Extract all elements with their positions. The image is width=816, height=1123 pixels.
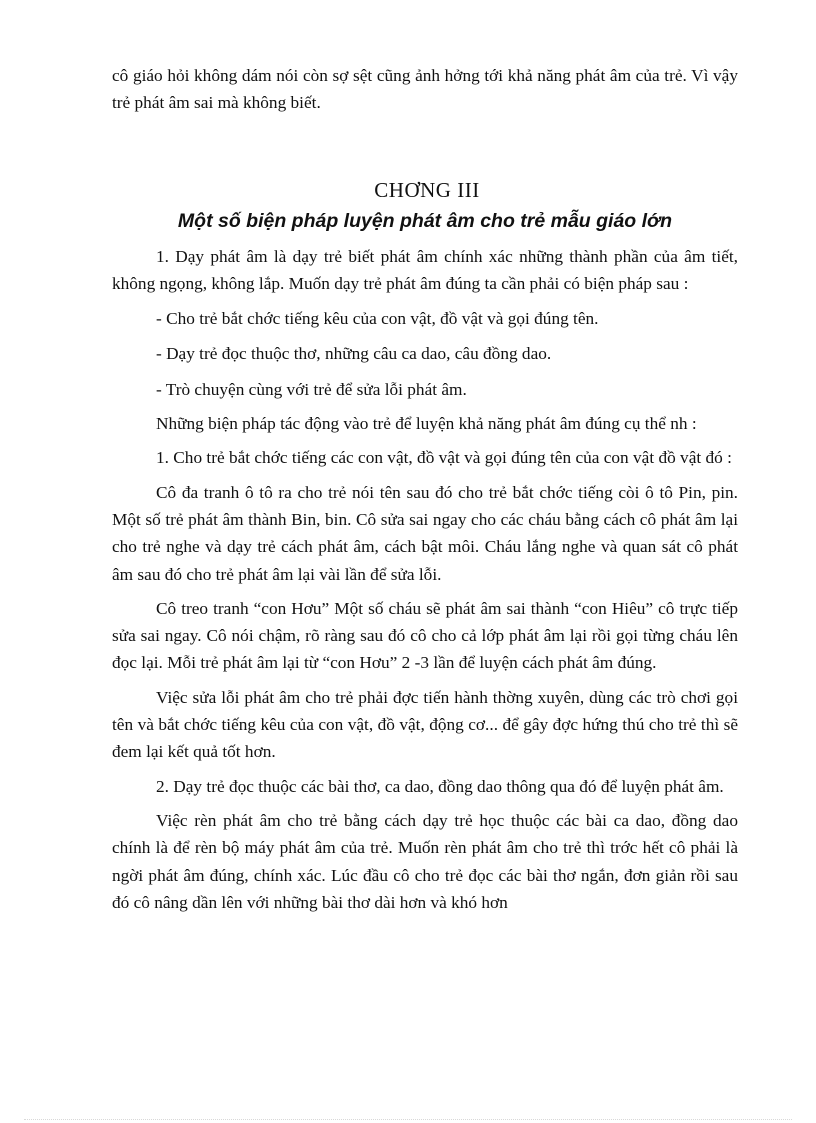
list-item: - Trò chuyện cùng với trẻ để sửa lỗi phát âm. — [156, 379, 467, 399]
paragraph-regular-practice: Việc sửa lỗi phát âm cho trẻ phải đợc tiến hành thờng xuyên, dùng các trò chơi gọi tên và bắt chớc tiếng kêu của con vật, đồ vật, động cơ... để gây đợc hứng thú cho trẻ thì sẽ đem lại kết quả tốt hơn. — [112, 687, 738, 762]
paragraph-imitation-heading: 1. Cho trẻ bắt chớc tiếng các con vật, đồ vật và gọi đúng tên của con vật đồ vật đó : — [156, 448, 732, 468]
paragraph-car-example: Cô đa tranh ô tô ra cho trẻ nói tên sau đó cho trẻ bắt chớc tiếng còi ô tô Pin, pin. Một số trẻ phát âm thành Bin, bin. Cô sửa sai ngay cho các cháu bằng cách cô phát âm lại cho trẻ nghe và dạy trẻ cách phát âm, cách bật môi. Cháu lắng nghe và quan sát cô phát âm sau đó cho trẻ phát âm lại vài lần để sửa lỗi. — [112, 482, 738, 584]
paragraph-measures: Những biện pháp tác động vào trẻ để luyện khả năng phát âm đúng cụ thể nh : — [156, 414, 697, 434]
paragraph-methods-intro: 1. Dạy phát âm là dạy trẻ biết phát âm chính xác những thành phần của âm tiết, không ngọng, không lắp. Muốn dạy trẻ phát âm đúng ta cần phải có biện pháp sau : — [112, 246, 738, 293]
chapter-subtitle: Một số biện pháp luyện phát âm cho trẻ mẫu giáo lớn — [177, 209, 673, 232]
paragraph-deer-example: Cô treo tranh “con Hơu” Một số cháu sẽ phát âm sai thành “con Hiêu” cô trực tiếp sửa sai ngay. Cô nói chậm, rõ ràng sau đó cô cho cả lớp phát âm lại rồi gọi từng cháu lên đọc lại. Mỗi trẻ phát âm lại từ “con Hơu” 2 -3 lần để luyện cách phát âm đúng. — [112, 598, 738, 673]
intro-paragraph: cô giáo hỏi không dám nói còn sợ sệt cũng ảnh hởng tới khả năng phát âm của trẻ. Vì vậy trẻ phát âm sai mà không biết. — [112, 66, 738, 113]
list-item: - Dạy trẻ đọc thuộc thơ, những câu ca dao, câu đồng dao. — [156, 344, 552, 364]
page-bottom-divider — [24, 1119, 792, 1120]
chapter-heading: CHƠNG III — [374, 177, 480, 202]
paragraph-poems-detail: Việc rèn phát âm cho trẻ bằng cách dạy trẻ học thuộc các bài ca dao, đồng dao chính là để rèn bộ máy phát âm của trẻ. Muốn rèn phát âm cho trẻ thì trớc hết cô phải là ngời phát âm đúng, chính xác. Lúc đầu cô cho trẻ đọc các bài thơ ngắn, đơn giản rồi sau đó cô nâng dần lên với những bài thơ dài hơn và khó hơn — [112, 810, 738, 912]
paragraph-poems-heading: 2. Dạy trẻ đọc thuộc các bài thơ, ca dao, đồng dao thông qua đó để luyện phát âm. — [156, 776, 724, 796]
list-item: - Cho trẻ bắt chớc tiếng kêu của con vật, đồ vật và gọi đúng tên. — [156, 309, 599, 329]
page-content — [112, 62, 738, 916]
